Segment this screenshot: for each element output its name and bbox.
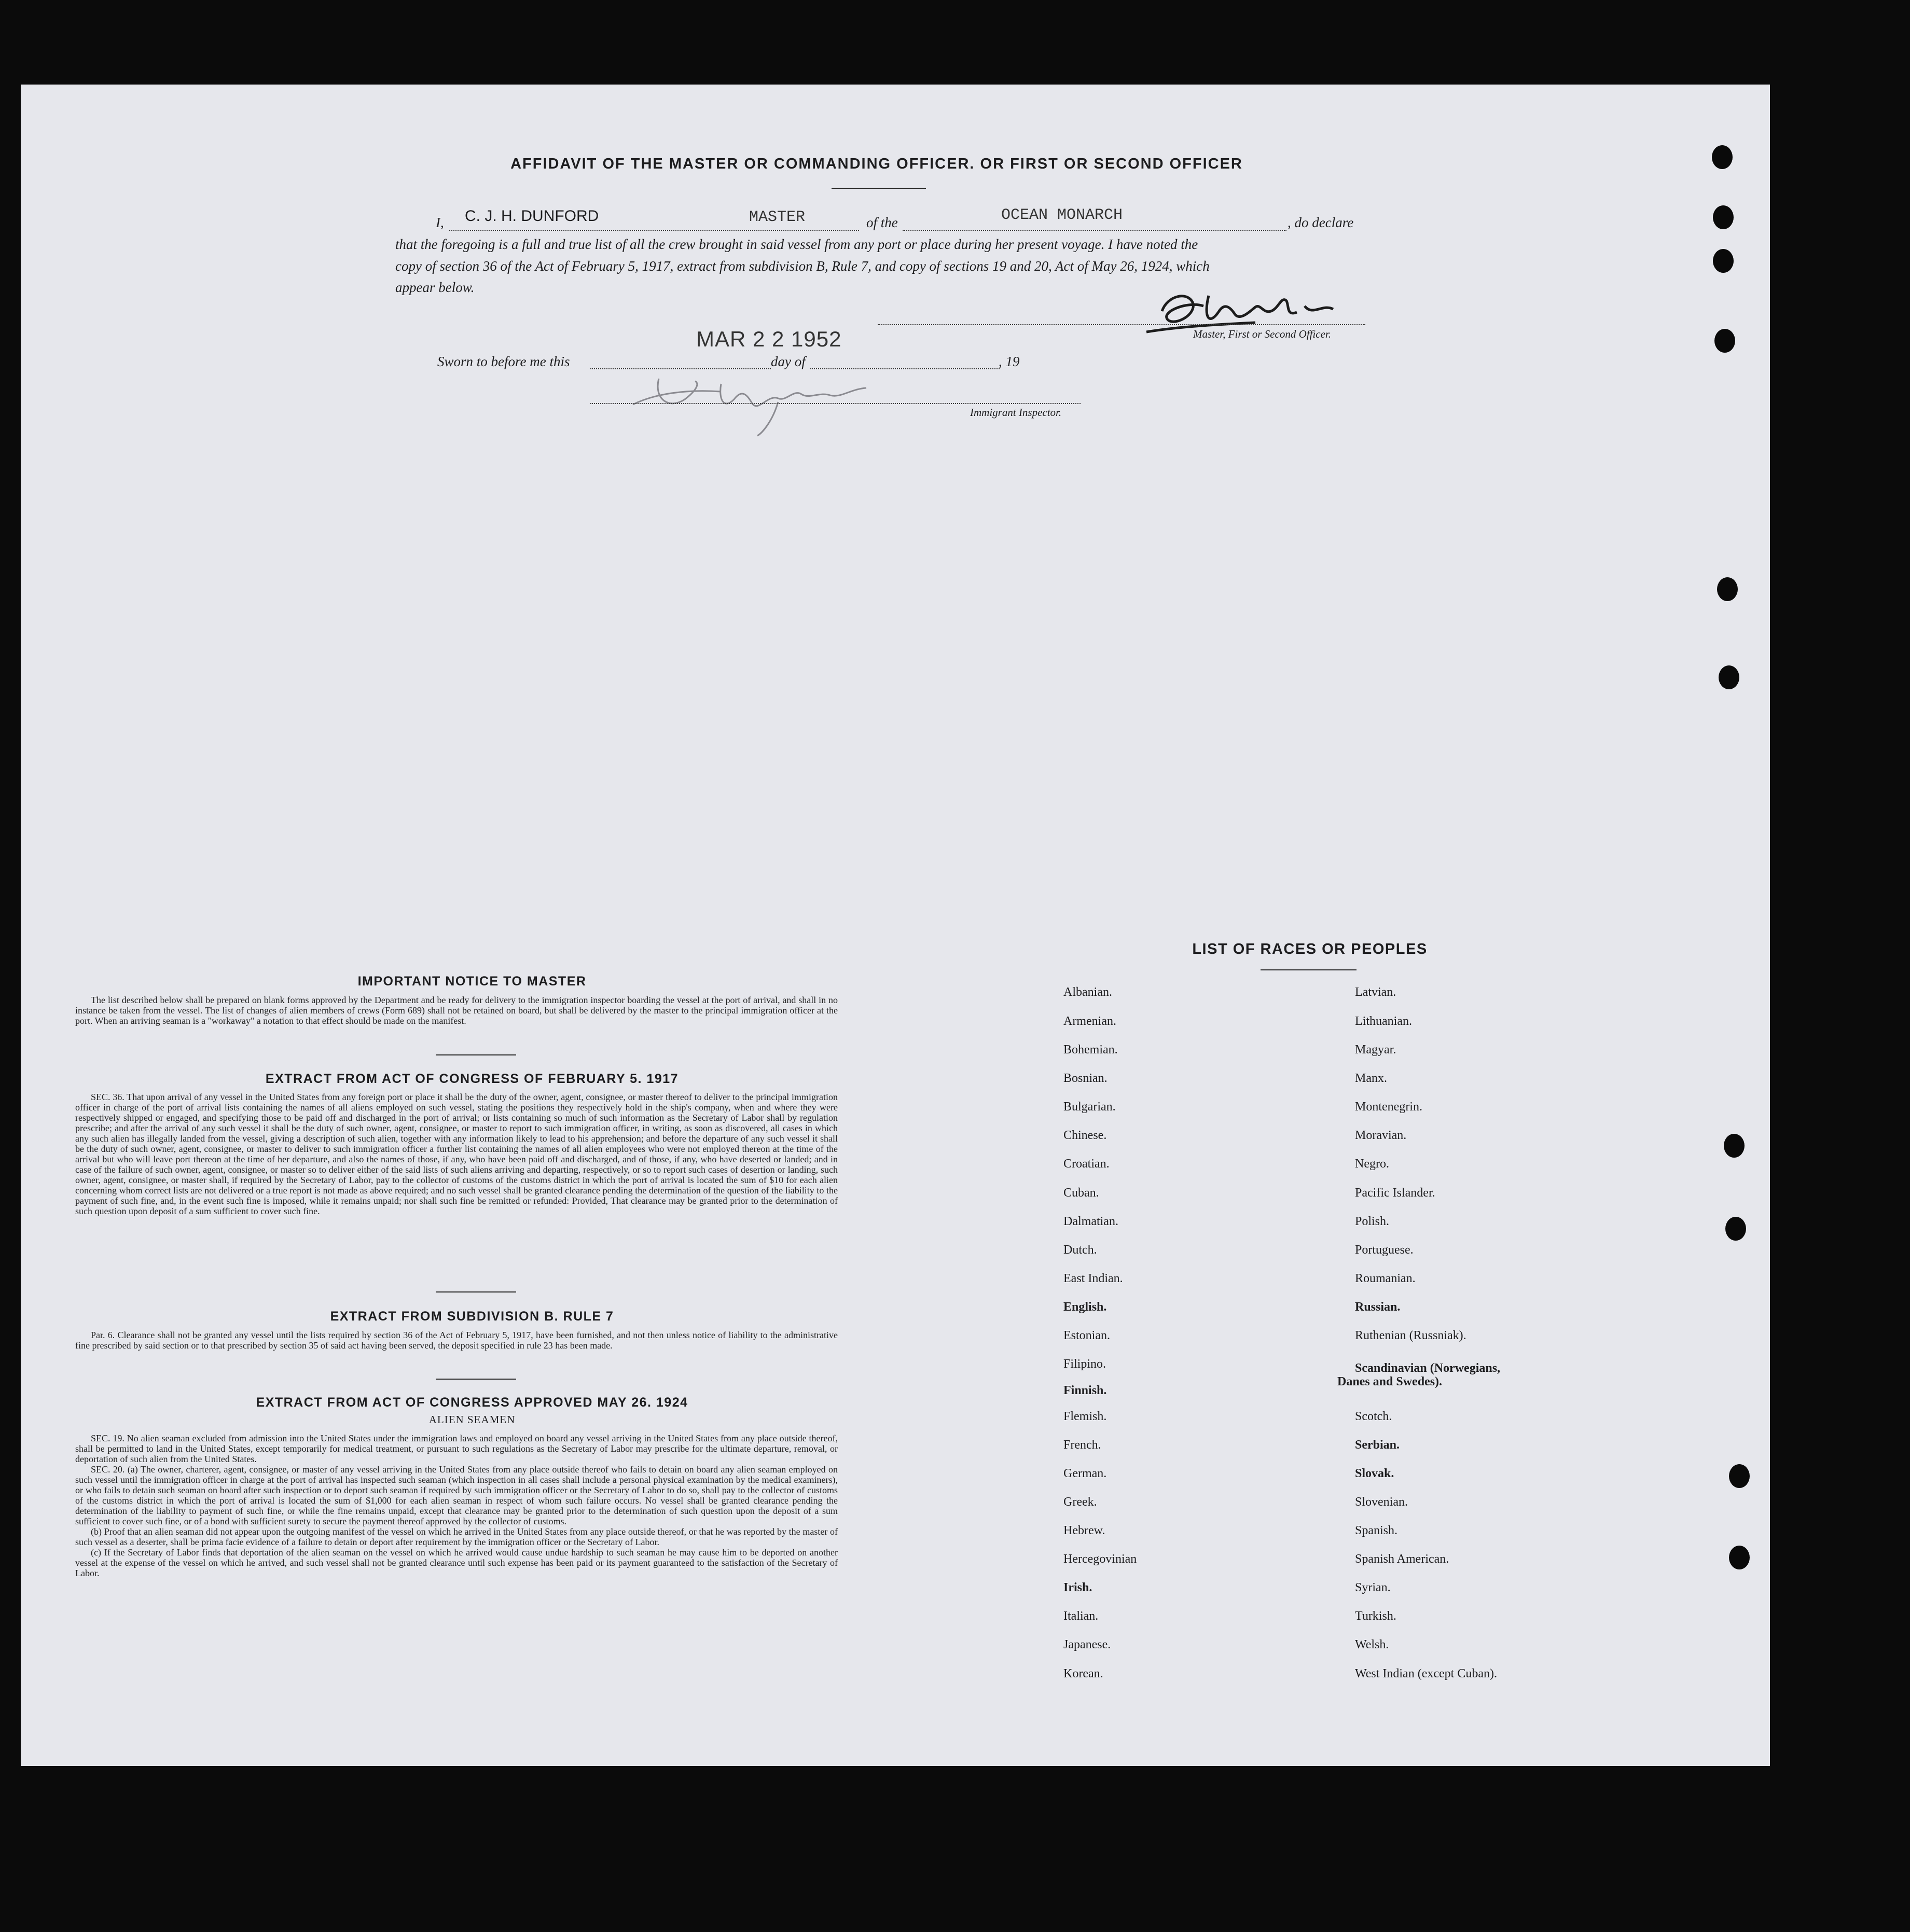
punch-hole — [1713, 205, 1734, 229]
master-signature-line — [878, 324, 1365, 325]
i-label: I, — [436, 215, 444, 230]
sworn-label: Sworn to before me this — [437, 354, 570, 369]
race-item: Japanese. — [1063, 1638, 1111, 1651]
of-the-label: of the — [866, 215, 898, 230]
race-item: Albanian. — [1063, 985, 1112, 999]
race-item: Greek. — [1063, 1495, 1097, 1509]
race-item: Spanish. — [1355, 1524, 1398, 1537]
race-item: Filipino. — [1063, 1357, 1106, 1371]
race-item: Bosnian. — [1063, 1072, 1108, 1085]
race-item: Ruthenian (Russniak). — [1355, 1329, 1466, 1342]
race-item: Turkish. — [1355, 1609, 1396, 1623]
master-name: C. J. H. DUNFORD — [465, 207, 599, 225]
race-item: Finnish. — [1063, 1384, 1107, 1397]
year-prefix: , 19 — [999, 354, 1020, 369]
section-divider — [436, 1054, 516, 1055]
vessel-name-line — [903, 230, 1286, 231]
day-of-label: day of — [771, 354, 806, 369]
race-item: Portuguese. — [1355, 1243, 1414, 1257]
race-item: Flemish. — [1063, 1410, 1107, 1423]
extract-1917-heading: EXTRACT FROM ACT OF CONGRESS OF FEBRUARY 5. 1917 — [265, 1072, 679, 1086]
race-item: Danes and Swedes). — [1337, 1375, 1443, 1388]
race-item: Cuban. — [1063, 1186, 1099, 1200]
race-item: Bohemian. — [1063, 1043, 1118, 1057]
extract-1924-heading: EXTRACT FROM ACT OF CONGRESS APPROVED MAY 26. 1924 — [256, 1395, 688, 1410]
affidavit-line-2: that the foregoing is a full and true list of all the crew brought in said vessel from any port or place during her present voyage. I have noted the — [395, 237, 1198, 252]
race-item: Bulgarian. — [1063, 1100, 1116, 1114]
race-item: Russian. — [1355, 1300, 1401, 1314]
race-item: Estonian. — [1063, 1329, 1110, 1342]
punch-hole — [1713, 249, 1734, 273]
race-item: Hebrew. — [1063, 1524, 1105, 1537]
races-heading: LIST OF RACES OR PEOPLES — [1192, 941, 1428, 957]
date-stamp: MAR 2 2 1952 — [696, 327, 842, 351]
punch-hole — [1712, 145, 1733, 169]
punch-hole — [1729, 1464, 1750, 1488]
vessel-name: OCEAN MONARCH — [1001, 206, 1123, 224]
race-item: Dutch. — [1063, 1243, 1097, 1257]
race-item: Pacific Islander. — [1355, 1186, 1435, 1200]
inspector-signature-line — [590, 403, 1081, 404]
extract-1917-text — [75, 1092, 838, 1216]
race-item: German. — [1063, 1467, 1107, 1480]
do-declare-label: , do declare — [1288, 215, 1354, 230]
race-item: West Indian (except Cuban). — [1355, 1667, 1497, 1680]
section-divider — [436, 1379, 516, 1380]
race-item: Magyar. — [1355, 1043, 1396, 1057]
master-signature-caption: Master, First or Second Officer. — [1193, 328, 1331, 340]
officer-rank: MASTER — [749, 209, 806, 226]
notice-paragraph: The list described below shall be prepared on blank forms approved by the Department and be ready for delivery to the immigration inspector boarding the vessel at the port of arrival, and shall in no instance be taken from the vessel. The list of changes of alien members of crews (Form 689) shall not be retained on board, but shall be delivered by the master to the principal immigration officer at the port. When an arriving seaman is a "workaway" a notation to that effect should be made on the manifest. — [75, 995, 838, 1026]
sec-20c-paragraph: (c) If the Secretary of Labor finds that deportation of the alien seaman on the vessel on which he arrived would cause undue hardship to such seaman he may cause him to be deported on another vessel at the expense of the vessel on which he arrived, and such vessel shall not be granted clearance until such expense has been paid or its payment guaranteed to the satisfaction of the Secretary of Labor. — [75, 1547, 838, 1578]
punch-hole — [1717, 577, 1738, 601]
race-item: Slovenian. — [1355, 1495, 1408, 1509]
race-item: Croatian. — [1063, 1157, 1110, 1171]
notice-heading: IMPORTANT NOTICE TO MASTER — [357, 974, 587, 989]
race-item: Montenegrin. — [1355, 1100, 1422, 1114]
extract-rule-7-text — [75, 1330, 838, 1351]
race-item: Syrian. — [1355, 1581, 1391, 1594]
master-name-line — [449, 230, 859, 231]
race-item: Irish. — [1063, 1581, 1092, 1594]
section-divider — [436, 1291, 516, 1292]
race-item: Chinese. — [1063, 1129, 1107, 1142]
title-underline — [832, 188, 926, 189]
sec-20b-paragraph: (b) Proof that an alien seaman did not appear upon the outgoing manifest of the vessel on which he arrived in the United States from any place outside thereof, or that he was reported by the master of such vessel as a deserter, shall be prima facie evidence of a failure to detain or deport after requirement by the immigration officer or the Secretary of Labor. — [75, 1526, 838, 1547]
sec-19-paragraph: SEC. 19. No alien seaman excluded from admission into the United States under the immigration laws and employed on board any vessel arriving in the United States from any place outside thereof, shall be permitted to land in the United States, except temporarily for medical treatment, or pursuant to such regulations as the Secretary of Labor may prescribe for the ultimate departure, removal, or deportation of such alien from the United States. — [75, 1433, 838, 1464]
race-item: Lithuanian. — [1355, 1014, 1412, 1028]
race-item: Latvian. — [1355, 985, 1396, 999]
inspector-caption: Immigrant Inspector. — [970, 406, 1062, 419]
race-item: Polish. — [1355, 1215, 1390, 1228]
race-item: English. — [1063, 1300, 1107, 1314]
race-item: Slovak. — [1355, 1467, 1394, 1480]
extract-1924-text — [75, 1433, 838, 1578]
affidavit-title: AFFIDAVIT OF THE MASTER OR COMMANDING OFFICER. OR FIRST OR SECOND OFFICER — [510, 156, 1243, 172]
race-item: Roumanian. — [1355, 1272, 1416, 1285]
punch-hole — [1714, 329, 1735, 353]
alien-seamen-subheading: ALIEN SEAMEN — [428, 1413, 516, 1426]
notice-text — [75, 995, 838, 1026]
race-item: Italian. — [1063, 1609, 1099, 1623]
race-item: Manx. — [1355, 1072, 1387, 1085]
race-item: East Indian. — [1063, 1272, 1123, 1285]
punch-hole — [1729, 1546, 1750, 1569]
race-item: Welsh. — [1355, 1638, 1389, 1651]
race-item: Moravian. — [1355, 1129, 1407, 1142]
race-item: Spanish American. — [1355, 1552, 1449, 1566]
race-item: Serbian. — [1355, 1438, 1400, 1452]
punch-hole — [1719, 665, 1739, 689]
race-item: Scandinavian (Norwegians, — [1355, 1361, 1501, 1375]
race-item: Hercegovinian — [1063, 1552, 1137, 1566]
extract-rule-7-heading: EXTRACT FROM SUBDIVISION B. RULE 7 — [330, 1309, 614, 1324]
punch-hole — [1724, 1134, 1745, 1158]
sec-20a-paragraph: SEC. 20. (a) The owner, charterer, agent, consignee, or master of any vessel arriving in the United States from any place outside thereof who fails to detain on board any alien seaman employed on such vessel until the immigration officer in charge at the port of arrival has inspected such seaman (which inspection in all cases shall include a personal physical examination by the medical examiners), or who fails to detain such seaman on board after such inspection or to deport such seaman if required by such immigration officer or the Secretary of Labor to do so, shall pay to the collector of customs of the customs district in which the port of arrival is located the sum of $1,000 for each alien seaman in respect of whom such failure occurs. No vessel shall be granted clearance pending the determination of the liability to payment of such fine, or while the fine remains unpaid, except that clearance may be granted prior to the determination of such question upon the deposit of a sum sufficient to cover such fine, or of a bond with sufficient surety to secure the payment thereof approved by the collector of customs. — [75, 1464, 838, 1526]
par-6-paragraph: Par. 6. Clearance shall not be granted any vessel until the lists required by section 36 of the Act of February 5, 1917, have been furnished, and not then unless notice of liability to the administrative fine prescribed by said section or to that prescribed by section 35 of said act having been served, the deposit specified in rule 23 has been made. — [75, 1330, 838, 1351]
race-item: Armenian. — [1063, 1014, 1116, 1028]
race-item: French. — [1063, 1438, 1101, 1452]
race-item: Dalmatian. — [1063, 1215, 1118, 1228]
races-divider — [1261, 969, 1357, 970]
race-item: Negro. — [1355, 1157, 1389, 1171]
race-item: Scotch. — [1355, 1410, 1392, 1423]
punch-hole — [1725, 1217, 1746, 1241]
race-item: Korean. — [1063, 1667, 1103, 1680]
section-36-paragraph: SEC. 36. That upon arrival of any vessel in the United States from any foreign port or place it shall be the duty of the owner, agent, consignee, or master thereof to deliver to the principal immigration officer in charge of the port of arrival lists containing the names of all aliens employed on such vessel, stating the positions they respectively hold in the ship's company, when and where they were respectively shipped or engaged, and specifying those to be paid off and discharged in the port of arrival; or lists containing so much of such information as the Secretary of Labor shall by regulation prescribe; and after the arrival of any such vessel it shall be the duty of such owner, agent, consignee, or master to report to such immigration officer, in writing, as soon as discovered, all cases in which any such alien has illegally landed from the vessel, giving a description of such alien, together with any information likely to lead to his apprehension; and before the departure of any such vessel it shall be the duty of such owner, agent, consignee, or master to deliver to such immigration officer a further list containing the names of all alien employees who were not employed thereon at the time of the arrival but who will leave port thereon at the time of her departure, and also the names of those, if any, who have been paid off and discharged, and of those, if any, who have deserted or landed; and in case of the failure of such owner, agent, consignee, or master so to deliver either of the said lists of such aliens arriving and departing, respectively, or so to report such cases of desertion or landing, such owner, agent, consignee, or master shall, if required by the Secretary of Labor, pay to the collector of customs of the customs district in which the port of arrival is located the sum of $10 for each alien concerning whom correct lists are not delivered or a true report is not made as above required; and no such vessel shall be granted clearance pending the determination of the question of the liability to the payment of such fine, and, in the event such fine is imposed, while it remains unpaid; nor shall such fine be remitted or refunded: Provided, That clearance may be granted prior to the determination of such question upon deposit of a sum sufficient to cover such fine. — [75, 1092, 838, 1216]
inspector-signature — [622, 363, 903, 441]
affidavit-line-4: appear below. — [395, 280, 475, 295]
affidavit-line-3: copy of section 36 of the Act of February 5, 1917, extract from subdivision B, Rule 7, and copy of sections 19 and 20, Act of May 26, 1924, which — [395, 258, 1210, 274]
